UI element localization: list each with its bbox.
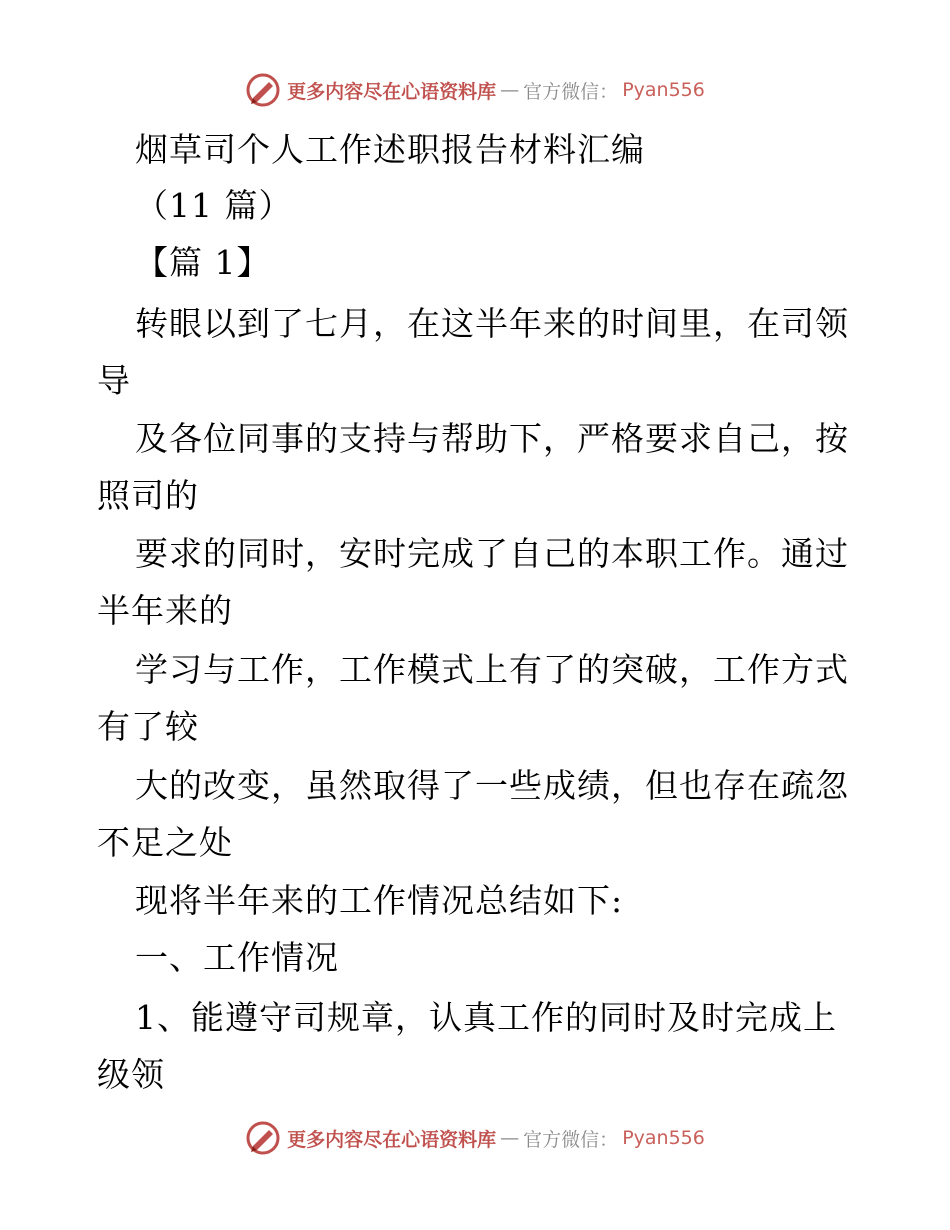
document-title: 烟草司个人工作述职报告材料汇编 [135,130,645,169]
paragraph-line: 导 [97,361,131,400]
paragraph-line: 学习与工作，工作模式上有了的突破，工作方式 [135,650,849,689]
watermark-separator: — [500,1127,520,1149]
watermark-label: 官方微信： [523,1128,619,1151]
paragraph-line: 及各位同事的支持与帮助下，严格要求自己，按 [135,419,849,458]
paragraph-line: 大的改变，虽然取得了一些成绩，但也存在疏忽 [135,766,849,805]
paragraph-line: 级领 [97,1055,165,1094]
document-subtitle: （11 篇） [135,186,293,225]
watermark-wechat-id: Pyan556 [622,1127,705,1149]
watermark-header [0,70,950,110]
paragraph-line: 转眼以到了七月，在这半年来的时间里，在司领 [135,304,849,343]
watermark-brand: 更多内容尽在心语资料库 [287,1128,497,1151]
pen-logo-icon [245,72,281,108]
paragraph-line: 有了较 [97,707,199,746]
paragraph-line: 1、能遵守司规章，认真工作的同时及时完成上 [135,998,837,1037]
paragraph-line: 照司的 [97,476,199,515]
watermark-label: 官方微信： [523,80,619,103]
section-heading: 【篇 1】 [135,243,271,282]
watermark-wechat-id: Pyan556 [622,79,705,101]
paragraph-line: 现将半年来的工作情况总结如下: [135,881,624,920]
watermark-footer [0,1118,950,1158]
paragraph-line: 不足之处 [97,823,233,862]
watermark-separator: — [500,79,520,101]
paragraph-line: 要求的同时，安时完成了自己的本职工作。通过 [135,534,849,573]
pen-logo-icon [245,1120,281,1156]
section-heading: 一、工作情况 [135,938,339,977]
paragraph-line: 半年来的 [97,591,233,630]
watermark-brand: 更多内容尽在心语资料库 [287,80,497,103]
